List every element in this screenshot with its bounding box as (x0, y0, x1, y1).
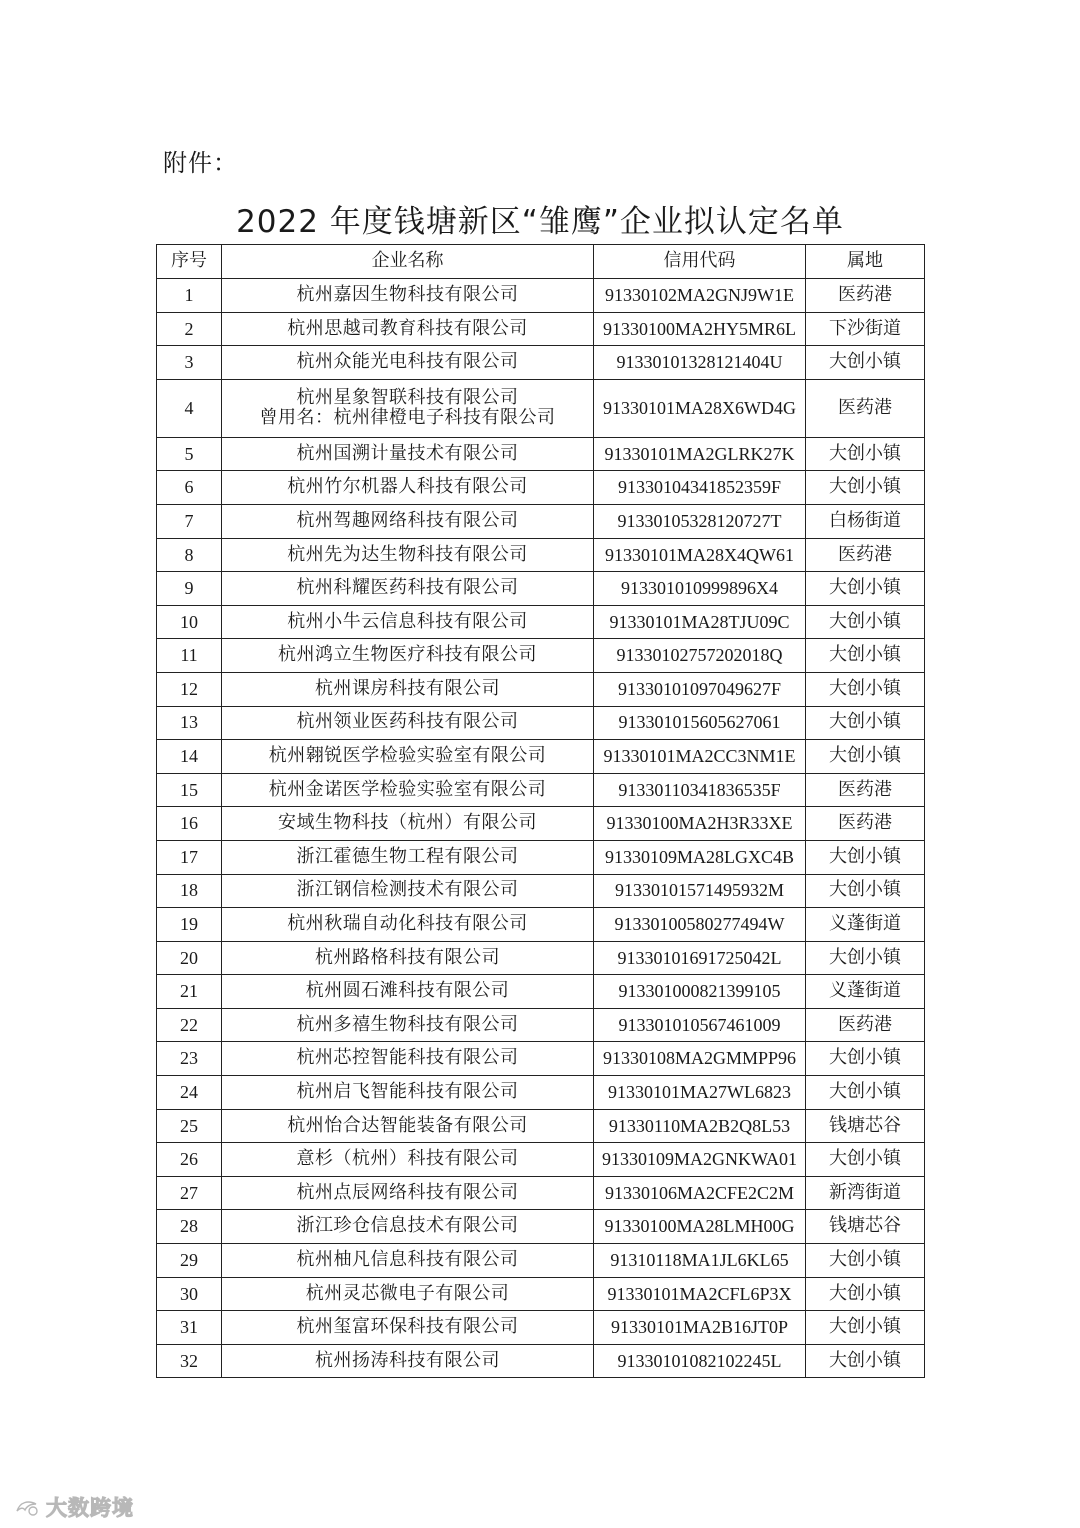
company-name: 杭州多禧生物科技有限公司 (296, 1013, 519, 1035)
table-row (157, 908, 925, 942)
area: 大创小镇 (806, 1244, 925, 1278)
company-name: 浙江珍仓信息技术有限公司 (296, 1215, 519, 1237)
company-name: 杭州秋瑞自动化科技有限公司 (287, 913, 528, 935)
credit-code: 91330100MA2HY5MR6L (594, 312, 806, 346)
table-row (157, 1244, 925, 1278)
company-name-cell (222, 840, 594, 874)
company-name-cell (222, 346, 594, 380)
credit-code: 91330101MA27WL6823 (594, 1076, 806, 1110)
credit-code: 91330101082102245L (594, 1344, 806, 1378)
row-number: 8 (157, 538, 222, 572)
credit-code: 91330101MA2GLRK27K (594, 437, 806, 471)
table-row (157, 379, 925, 437)
row-number: 16 (157, 807, 222, 841)
credit-code: 91330100MA28LMH00G (594, 1210, 806, 1244)
credit-code: 91330106MA2CFE2C2M (594, 1176, 806, 1210)
table-row (157, 672, 925, 706)
credit-code: 91330100MA2H3R33XE (594, 807, 806, 841)
area: 医药港 (806, 279, 925, 313)
row-number: 26 (157, 1143, 222, 1177)
table-row (157, 312, 925, 346)
credit-code: 91330101MA28X4QW61 (594, 538, 806, 572)
table-row (157, 639, 925, 673)
company-name-cell (222, 312, 594, 346)
company-name-cell (222, 279, 594, 313)
area: 义蓬街道 (806, 908, 925, 942)
company-name: 杭州扬涛科技有限公司 (315, 1349, 500, 1371)
company-name: 杭州课房科技有限公司 (315, 677, 500, 699)
table-row (157, 605, 925, 639)
row-number: 4 (157, 379, 222, 437)
row-number: 21 (157, 975, 222, 1009)
credit-code: 91330110MA2B2Q8L53 (594, 1109, 806, 1143)
credit-code: 91330100580277494W (594, 908, 806, 942)
company-name-cell (222, 773, 594, 807)
credit-code: 91330109MA28LGXC4B (594, 840, 806, 874)
area: 大创小镇 (806, 1344, 925, 1378)
row-number: 17 (157, 840, 222, 874)
company-name: 杭州小牛云信息科技有限公司 (287, 610, 528, 632)
credit-code: 91330108MA2GMMPP96 (594, 1042, 806, 1076)
area: 大创小镇 (806, 605, 925, 639)
area: 白杨街道 (806, 504, 925, 538)
header-no: 序号 (157, 245, 222, 279)
company-name: 杭州众能光电科技有限公司 (296, 351, 519, 373)
row-number: 3 (157, 346, 222, 380)
company-name: 杭州怡合达智能装备有限公司 (287, 1114, 528, 1136)
row-number: 6 (157, 471, 222, 505)
area: 大创小镇 (806, 740, 925, 774)
row-number: 2 (157, 312, 222, 346)
company-name-cell (222, 1344, 594, 1378)
area: 大创小镇 (806, 1277, 925, 1311)
company-name-cell (222, 639, 594, 673)
company-name: 杭州科耀医药科技有限公司 (296, 577, 519, 599)
table-row (157, 874, 925, 908)
company-name-cell (222, 471, 594, 505)
company-name-cell (222, 538, 594, 572)
area: 大创小镇 (806, 1042, 925, 1076)
credit-code: 913301010999896X4 (594, 572, 806, 606)
row-number: 13 (157, 706, 222, 740)
credit-code: 91330101097049627F (594, 672, 806, 706)
area: 大创小镇 (806, 1076, 925, 1110)
row-number: 14 (157, 740, 222, 774)
row-number: 10 (157, 605, 222, 639)
row-number: 20 (157, 941, 222, 975)
company-name: 杭州启飞智能科技有限公司 (296, 1081, 519, 1103)
table-row (157, 504, 925, 538)
row-number: 1 (157, 279, 222, 313)
table-row (157, 538, 925, 572)
company-name: 安域生物科技（杭州）有限公司 (278, 812, 537, 834)
row-number: 25 (157, 1109, 222, 1143)
company-name: 杭州圆石滩科技有限公司 (305, 980, 510, 1002)
area: 下沙街道 (806, 312, 925, 346)
watermark-text: 大数跨境 (46, 1496, 134, 1520)
company-name-cell (222, 975, 594, 1009)
company-name-cell (222, 908, 594, 942)
credit-code: 91310118MA1JL6KL65 (594, 1244, 806, 1278)
company-name: 杭州国溯计量技术有限公司 (296, 442, 519, 464)
table-row (157, 279, 925, 313)
table-row (157, 1311, 925, 1345)
company-name-cell (222, 740, 594, 774)
row-number: 28 (157, 1210, 222, 1244)
area: 大创小镇 (806, 1311, 925, 1345)
table-row (157, 1277, 925, 1311)
row-number: 18 (157, 874, 222, 908)
credit-code: 91330104341852359F (594, 471, 806, 505)
credit-code: 91330101571495932M (594, 874, 806, 908)
area: 钱塘芯谷 (806, 1109, 925, 1143)
header-company-name: 企业名称 (222, 245, 594, 279)
header-credit-code: 信用代码 (594, 245, 806, 279)
company-name: 杭州玺富环保科技有限公司 (296, 1316, 519, 1338)
table-header-row (157, 245, 925, 279)
area: 大创小镇 (806, 471, 925, 505)
company-name: 杭州先为达生物科技有限公司 (287, 543, 528, 565)
company-name-cell (222, 874, 594, 908)
table-row (157, 840, 925, 874)
company-name: 杭州柚凡信息科技有限公司 (296, 1248, 519, 1270)
credit-code: 91330102MA2GNJ9W1E (594, 279, 806, 313)
area: 大创小镇 (806, 437, 925, 471)
company-name: 杭州芯控智能科技有限公司 (296, 1047, 519, 1069)
table-row (157, 572, 925, 606)
company-name-cell (222, 379, 594, 437)
company-name: 杭州星象智联科技有限公司 (296, 386, 519, 408)
table-row (157, 807, 925, 841)
table-row (157, 941, 925, 975)
area: 大创小镇 (806, 840, 925, 874)
row-number: 7 (157, 504, 222, 538)
table-row (157, 1176, 925, 1210)
company-name-cell (222, 1277, 594, 1311)
company-list-table (156, 244, 925, 1378)
area: 医药港 (806, 807, 925, 841)
company-name-cell (222, 1176, 594, 1210)
company-name: 浙江霍德生物工程有限公司 (296, 845, 519, 867)
company-name: 杭州鸿立生物医疗科技有限公司 (278, 644, 537, 666)
row-number: 27 (157, 1176, 222, 1210)
row-number: 32 (157, 1344, 222, 1378)
area: 钱塘芯谷 (806, 1210, 925, 1244)
company-name-cell (222, 1210, 594, 1244)
company-name: 浙江钢信检测技术有限公司 (296, 879, 519, 901)
table-row (157, 437, 925, 471)
company-name: 杭州驾趣网络科技有限公司 (296, 509, 519, 531)
company-name: 杭州灵芯微电子有限公司 (305, 1282, 510, 1304)
credit-code: 91330101MA28TJU09C (594, 605, 806, 639)
credit-code: 913301015605627061 (594, 706, 806, 740)
area: 大创小镇 (806, 941, 925, 975)
company-name: 杭州翱锐医学检验实验室有限公司 (268, 745, 547, 767)
area: 医药港 (806, 538, 925, 572)
company-name-cell (222, 807, 594, 841)
watermark (14, 1492, 134, 1522)
table-row (157, 1344, 925, 1378)
company-name: 杭州路格科技有限公司 (315, 946, 500, 968)
table-row (157, 346, 925, 380)
table-row (157, 1143, 925, 1177)
credit-code: 91330101MA2B16JT0P (594, 1311, 806, 1345)
page-title: 2022 年度钱塘新区“雏鹰”企业拟认定名单 (236, 204, 844, 240)
company-name-cell (222, 672, 594, 706)
area: 大创小镇 (806, 1143, 925, 1177)
area: 大创小镇 (806, 874, 925, 908)
row-number: 11 (157, 639, 222, 673)
row-number: 12 (157, 672, 222, 706)
table-row (157, 1008, 925, 1042)
area: 医药港 (806, 1008, 925, 1042)
company-name-cell (222, 1311, 594, 1345)
credit-code: 913301010567461009 (594, 1008, 806, 1042)
table-row (157, 471, 925, 505)
credit-code: 91330110341836535F (594, 773, 806, 807)
company-name-cell (222, 706, 594, 740)
company-name-cell (222, 941, 594, 975)
company-name-cell (222, 504, 594, 538)
table-body (157, 279, 925, 1378)
table-row (157, 706, 925, 740)
row-number: 23 (157, 1042, 222, 1076)
table-row (157, 1076, 925, 1110)
table-row (157, 740, 925, 774)
table-row (157, 1210, 925, 1244)
company-name-cell (222, 1244, 594, 1278)
row-number: 9 (157, 572, 222, 606)
credit-code: 913301000821399105 (594, 975, 806, 1009)
area: 大创小镇 (806, 572, 925, 606)
credit-code: 91330101MA28X6WD4G (594, 379, 806, 437)
area: 大创小镇 (806, 346, 925, 380)
row-number: 15 (157, 773, 222, 807)
area: 义蓬街道 (806, 975, 925, 1009)
credit-code: 91330109MA2GNKWA01 (594, 1143, 806, 1177)
company-name: 杭州领业医药科技有限公司 (296, 711, 519, 733)
former-name: 曾用名：杭州律橙电子科技有限公司 (259, 407, 556, 429)
credit-code: 91330101328121404U (594, 346, 806, 380)
area: 大创小镇 (806, 706, 925, 740)
area: 大创小镇 (806, 639, 925, 673)
area: 大创小镇 (806, 672, 925, 706)
row-number: 29 (157, 1244, 222, 1278)
table-row (157, 1109, 925, 1143)
company-name-cell (222, 1042, 594, 1076)
company-name-cell (222, 1143, 594, 1177)
row-number: 31 (157, 1311, 222, 1345)
company-name: 杭州竹尔机器人科技有限公司 (287, 476, 528, 498)
credit-code: 91330101MA2CFL6P3X (594, 1277, 806, 1311)
company-name-cell (222, 1109, 594, 1143)
credit-code: 91330102757202018Q (594, 639, 806, 673)
row-number: 5 (157, 437, 222, 471)
row-number: 22 (157, 1008, 222, 1042)
company-name-cell (222, 437, 594, 471)
table-row (157, 975, 925, 1009)
row-number: 30 (157, 1277, 222, 1311)
row-number: 24 (157, 1076, 222, 1110)
company-name: 意杉（杭州）科技有限公司 (296, 1148, 519, 1170)
company-name-cell (222, 572, 594, 606)
company-name: 杭州嘉因生物科技有限公司 (296, 283, 519, 305)
company-name-cell (222, 605, 594, 639)
company-name: 杭州金诺医学检验实验室有限公司 (268, 778, 547, 800)
row-number: 19 (157, 908, 222, 942)
credit-code: 91330105328120727T (594, 504, 806, 538)
company-name-cell (222, 1076, 594, 1110)
credit-code: 91330101691725042L (594, 941, 806, 975)
area: 医药港 (806, 379, 925, 437)
header-area: 属地 (806, 245, 925, 279)
bird-logo-icon (14, 1496, 42, 1518)
company-name-cell (222, 1008, 594, 1042)
table-row (157, 773, 925, 807)
area: 新湾街道 (806, 1176, 925, 1210)
table-row (157, 1042, 925, 1076)
company-name: 杭州思越司教育科技有限公司 (287, 317, 528, 339)
company-name: 杭州点辰网络科技有限公司 (296, 1181, 519, 1203)
credit-code: 91330101MA2CC3NM1E (594, 740, 806, 774)
area: 医药港 (806, 773, 925, 807)
attachment-label: 附件： (163, 149, 238, 177)
